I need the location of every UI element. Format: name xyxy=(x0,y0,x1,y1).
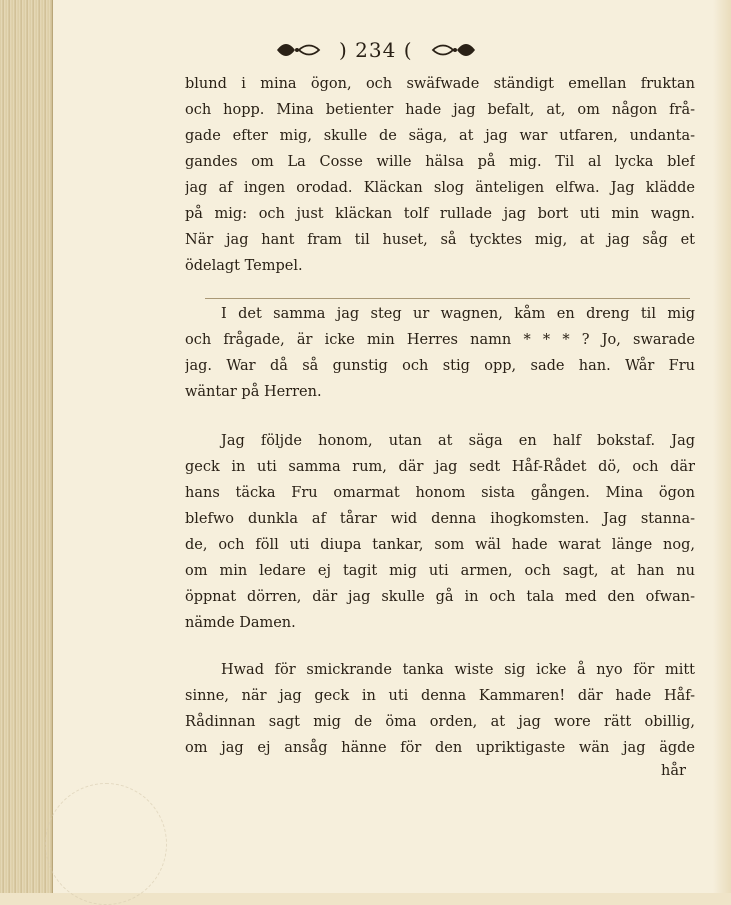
text-line: de, och föll uti diupa tankar, som wäl hade warat länge nog, xyxy=(185,537,695,553)
page-edge xyxy=(0,0,53,893)
text-line: på mig: och just kläckan tolf rullade jag bort uti min wagn. xyxy=(185,206,695,222)
catchword: hår xyxy=(661,763,686,779)
text-line: hans täcka Fru omarmat honom sista gången. Mina ögon xyxy=(185,485,695,501)
text-line: geck in uti samma rum, där jag sedt Håf-Rådet dö, och där xyxy=(185,459,695,475)
text-line: öppnat dörren, där jag skulle gå in och tala med den ofwan- xyxy=(185,589,695,605)
paragraph-4 xyxy=(185,657,695,761)
text-line: Jag följde honom, utan at säga en half bokstaf. Jag xyxy=(221,433,695,449)
page-number: ) 234 ( xyxy=(339,38,413,62)
section-rule xyxy=(205,298,690,299)
text-line: Rådinnan sagt mig de öma orden, at jag wore rätt obillig, xyxy=(185,714,695,730)
paragraph-1 xyxy=(185,71,695,279)
text-line: blund i mina ögon, och swäfwade ständigt emellan fruktan xyxy=(185,76,695,92)
page-gutter xyxy=(713,0,731,893)
text-line: om jag ej ansåg hänne för den upriktigaste wän jag ägde xyxy=(185,740,695,756)
page-header xyxy=(275,38,575,62)
text-line: blefwo dunkla af tårar wid denna ihogkomsten. Jag stanna- xyxy=(185,511,695,527)
text-line: I det samma jag steg ur wagnen, kåm en dreng til mig xyxy=(221,306,695,322)
text-line: nämde Damen. xyxy=(185,615,296,631)
text-line: När jag hant fram til huset, så tycktes mig, at jag såg et xyxy=(185,232,695,248)
paragraph-2 xyxy=(185,301,695,405)
text-line: gade efter mig, skulle de säga, at jag war utfaren, undanta- xyxy=(185,128,695,144)
paragraph-3 xyxy=(185,428,695,636)
library-stamp xyxy=(45,783,167,905)
text-line: sinne, när jag geck in uti denna Kammaren! där hade Håf- xyxy=(185,688,695,704)
text-line: och hopp. Mina betienter hade jag befalt, at, om någon frå- xyxy=(185,102,695,118)
text-line: jag af ingen orodad. Kläckan slog änteligen elfwa. Jag klädde xyxy=(185,180,695,196)
text-line: och frågade, är icke min Herres namn * * * ? Jo, swarade xyxy=(185,332,695,348)
text-line: jag. War då så gunstig och stig opp, sade han. Wår Fru xyxy=(185,358,695,374)
text-line: gandes om La Cosse wille hälsa på mig. Til al lycka blef xyxy=(185,154,695,170)
fleuron-icon xyxy=(431,42,477,58)
text-line: wäntar på Herren. xyxy=(185,384,322,400)
text-line: Hwad för smickrande tanka wiste sig icke å nyo för mitt xyxy=(221,662,695,678)
fleuron-icon xyxy=(275,42,321,58)
text-line: om min ledare ej tagit mig uti armen, och sagt, at han nu xyxy=(185,563,695,579)
text-line: ödelagt Tempel. xyxy=(185,258,303,274)
